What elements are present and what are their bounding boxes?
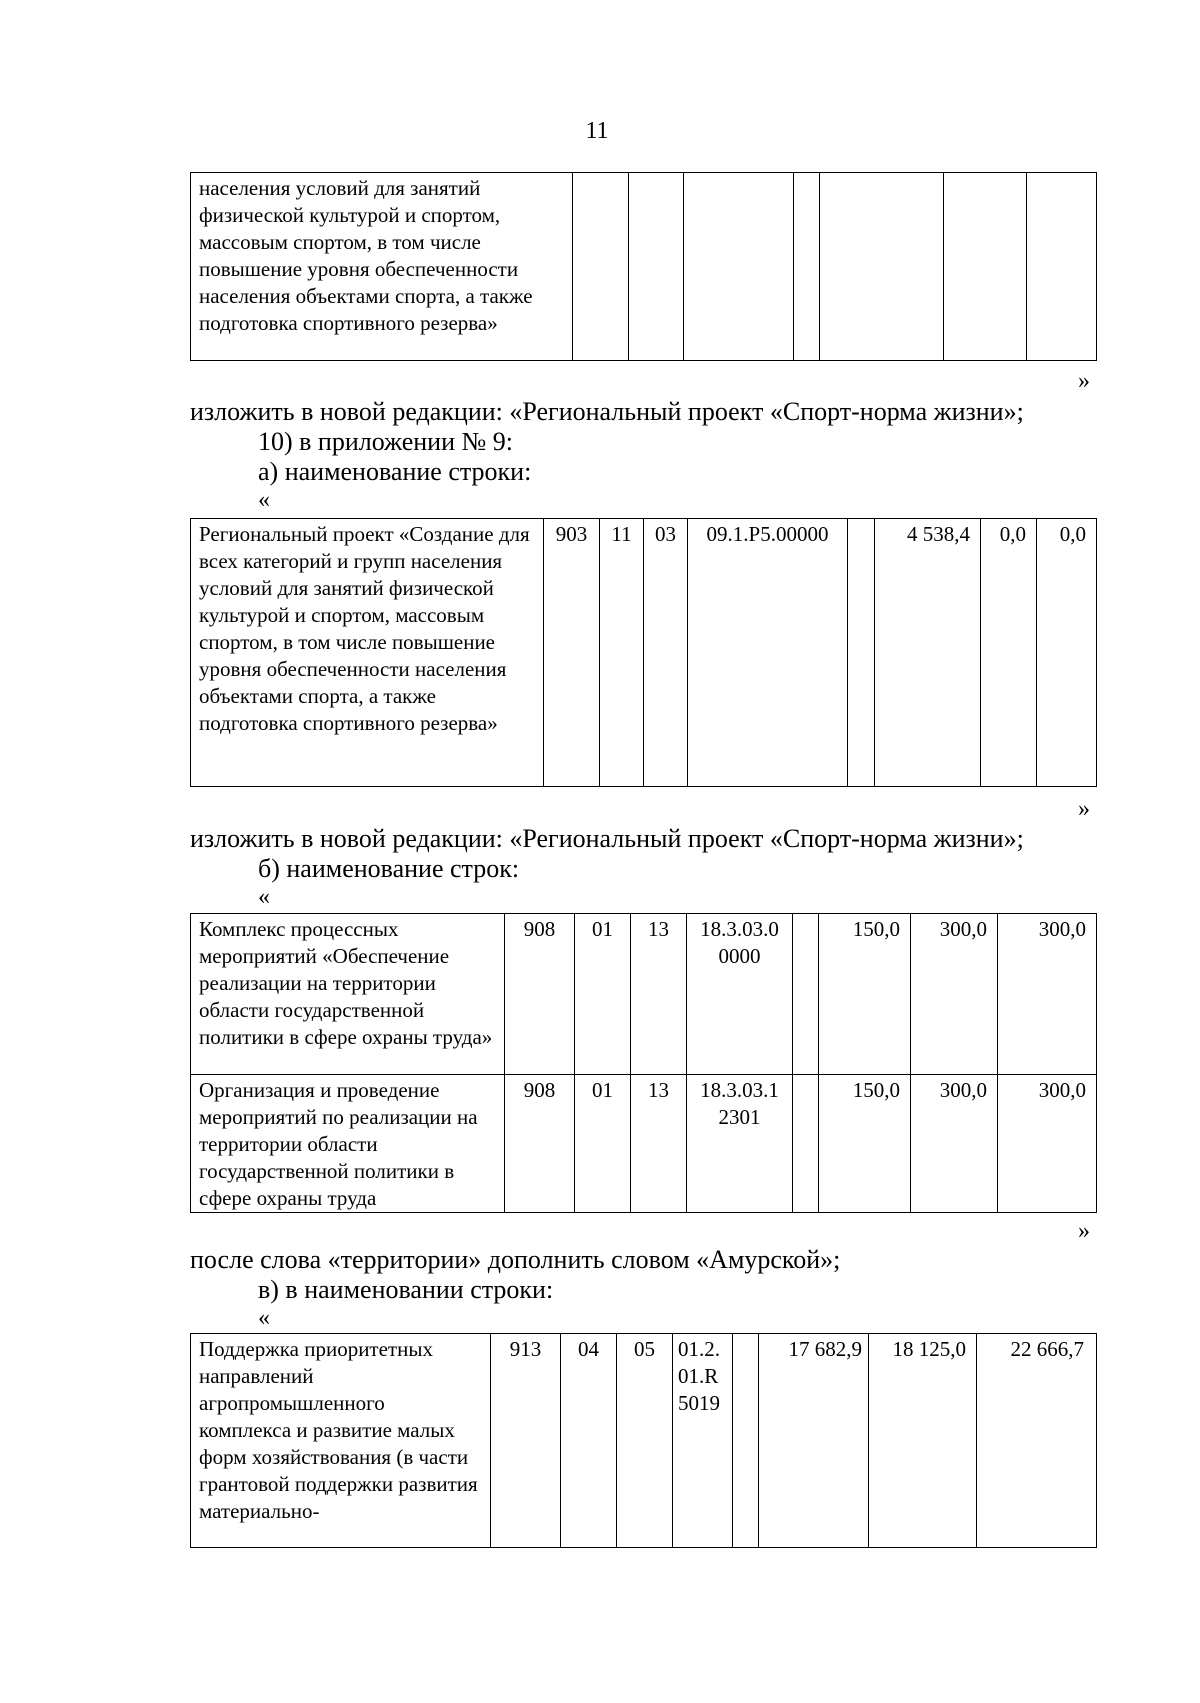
page-number: 11 xyxy=(585,118,609,144)
cell xyxy=(629,173,684,361)
subsection-cell: 13 xyxy=(631,1075,687,1213)
amount-cell: 4 538,4 xyxy=(875,519,981,787)
expense-type-cell xyxy=(793,914,819,1075)
ministry-code-cell: 913 xyxy=(491,1334,561,1548)
table-row xyxy=(191,519,1097,787)
cell xyxy=(684,173,794,361)
row-name-cell: Поддержка приоритетных направлений агропромышленного комплекса и развитие малых форм хозяйствования (в части грантовой поддержки развития материально- xyxy=(191,1334,491,1548)
expense-type-cell xyxy=(733,1334,759,1548)
amount-cell: 17 682,9 xyxy=(759,1334,869,1548)
opening-quote: « xyxy=(258,884,270,910)
amount-cell: 0,0 xyxy=(1037,519,1097,787)
row-name-cell: Комплекс процессных мероприятий «Обеспечение реализации на территории области государственной политики в сфере охраны труда» xyxy=(191,914,505,1075)
subitem-heading: б) наименование строк: xyxy=(258,854,520,883)
cell xyxy=(944,173,1027,361)
instruction-text: изложить в новой редакции: «Региональный проект «Спорт-норма жизни»; xyxy=(190,824,1024,853)
subsection-cell: 05 xyxy=(617,1334,673,1548)
target-item-cell: 18.3.03.1 2301 xyxy=(687,1075,793,1213)
amount-cell: 300,0 xyxy=(998,914,1097,1075)
instruction-text: изложить в новой редакции: «Региональный проект «Спорт-норма жизни»; xyxy=(190,397,1024,426)
table-row xyxy=(191,173,1097,361)
agro-support-table xyxy=(190,1333,1097,1548)
subsection-cell: 03 xyxy=(644,519,688,787)
subitem-heading: в) в наименовании строки: xyxy=(258,1275,554,1304)
ministry-code-cell: 908 xyxy=(505,1075,575,1213)
regional-project-table xyxy=(190,518,1097,787)
row-name-cell: Региональный проект «Создание для всех категорий и групп населения условий для занятий физической культурой и спортом, массовым спортом, в том числе повышение уровня обеспеченности населения объектами спорта, а также подготовка спортивного резерва» xyxy=(191,519,544,787)
labor-protection-table xyxy=(190,913,1097,1213)
section-cell: 11 xyxy=(600,519,644,787)
target-item-cell: 18.3.03.0 0000 xyxy=(687,914,793,1075)
table-row xyxy=(191,1334,1097,1548)
instruction-text: после слова «территории» дополнить словом «Амурской»; xyxy=(190,1245,841,1274)
cell xyxy=(573,173,629,361)
closing-quote: » xyxy=(1078,796,1090,822)
amount-cell: 300,0 xyxy=(998,1075,1097,1213)
amount-cell: 0,0 xyxy=(981,519,1037,787)
target-item-cell: 09.1.P5.00000 xyxy=(688,519,848,787)
amount-cell: 300,0 xyxy=(911,1075,998,1213)
section-cell: 04 xyxy=(561,1334,617,1548)
continuation-table xyxy=(190,172,1097,361)
subitem-heading: а) наименование строки: xyxy=(258,457,532,486)
ministry-code-cell: 903 xyxy=(544,519,600,787)
expense-type-cell xyxy=(848,519,875,787)
closing-quote: » xyxy=(1078,368,1090,394)
amount-cell: 22 666,7 xyxy=(977,1334,1097,1548)
subsection-cell: 13 xyxy=(631,914,687,1075)
amount-cell: 18 125,0 xyxy=(869,1334,977,1548)
appendix-heading: 10) в приложении № 9: xyxy=(258,427,514,456)
amount-cell: 300,0 xyxy=(911,914,998,1075)
ministry-code-cell: 908 xyxy=(505,914,575,1075)
expense-type-cell xyxy=(793,1075,819,1213)
amount-cell: 150,0 xyxy=(819,914,911,1075)
table-row xyxy=(191,914,1097,1075)
cell xyxy=(820,173,944,361)
target-item-cell: 01.2. 01.R 5019 xyxy=(673,1334,733,1548)
amount-cell: 150,0 xyxy=(819,1075,911,1213)
section-cell: 01 xyxy=(575,1075,631,1213)
opening-quote: « xyxy=(258,487,270,513)
row-name-cell: Организация и проведение мероприятий по реализации на территории области государственной политики в сфере охраны труда xyxy=(191,1075,505,1213)
cell xyxy=(1027,173,1097,361)
closing-quote: » xyxy=(1078,1218,1090,1244)
section-cell: 01 xyxy=(575,914,631,1075)
opening-quote: « xyxy=(258,1305,270,1331)
cell xyxy=(794,173,820,361)
table-row xyxy=(191,1075,1097,1213)
row-name-cell: населения условий для занятий физической культурой и спортом, массовым спортом, в том числе повышение уровня обеспеченности населения объектами спорта, а также подготовка спортивного резерва» xyxy=(191,173,573,361)
